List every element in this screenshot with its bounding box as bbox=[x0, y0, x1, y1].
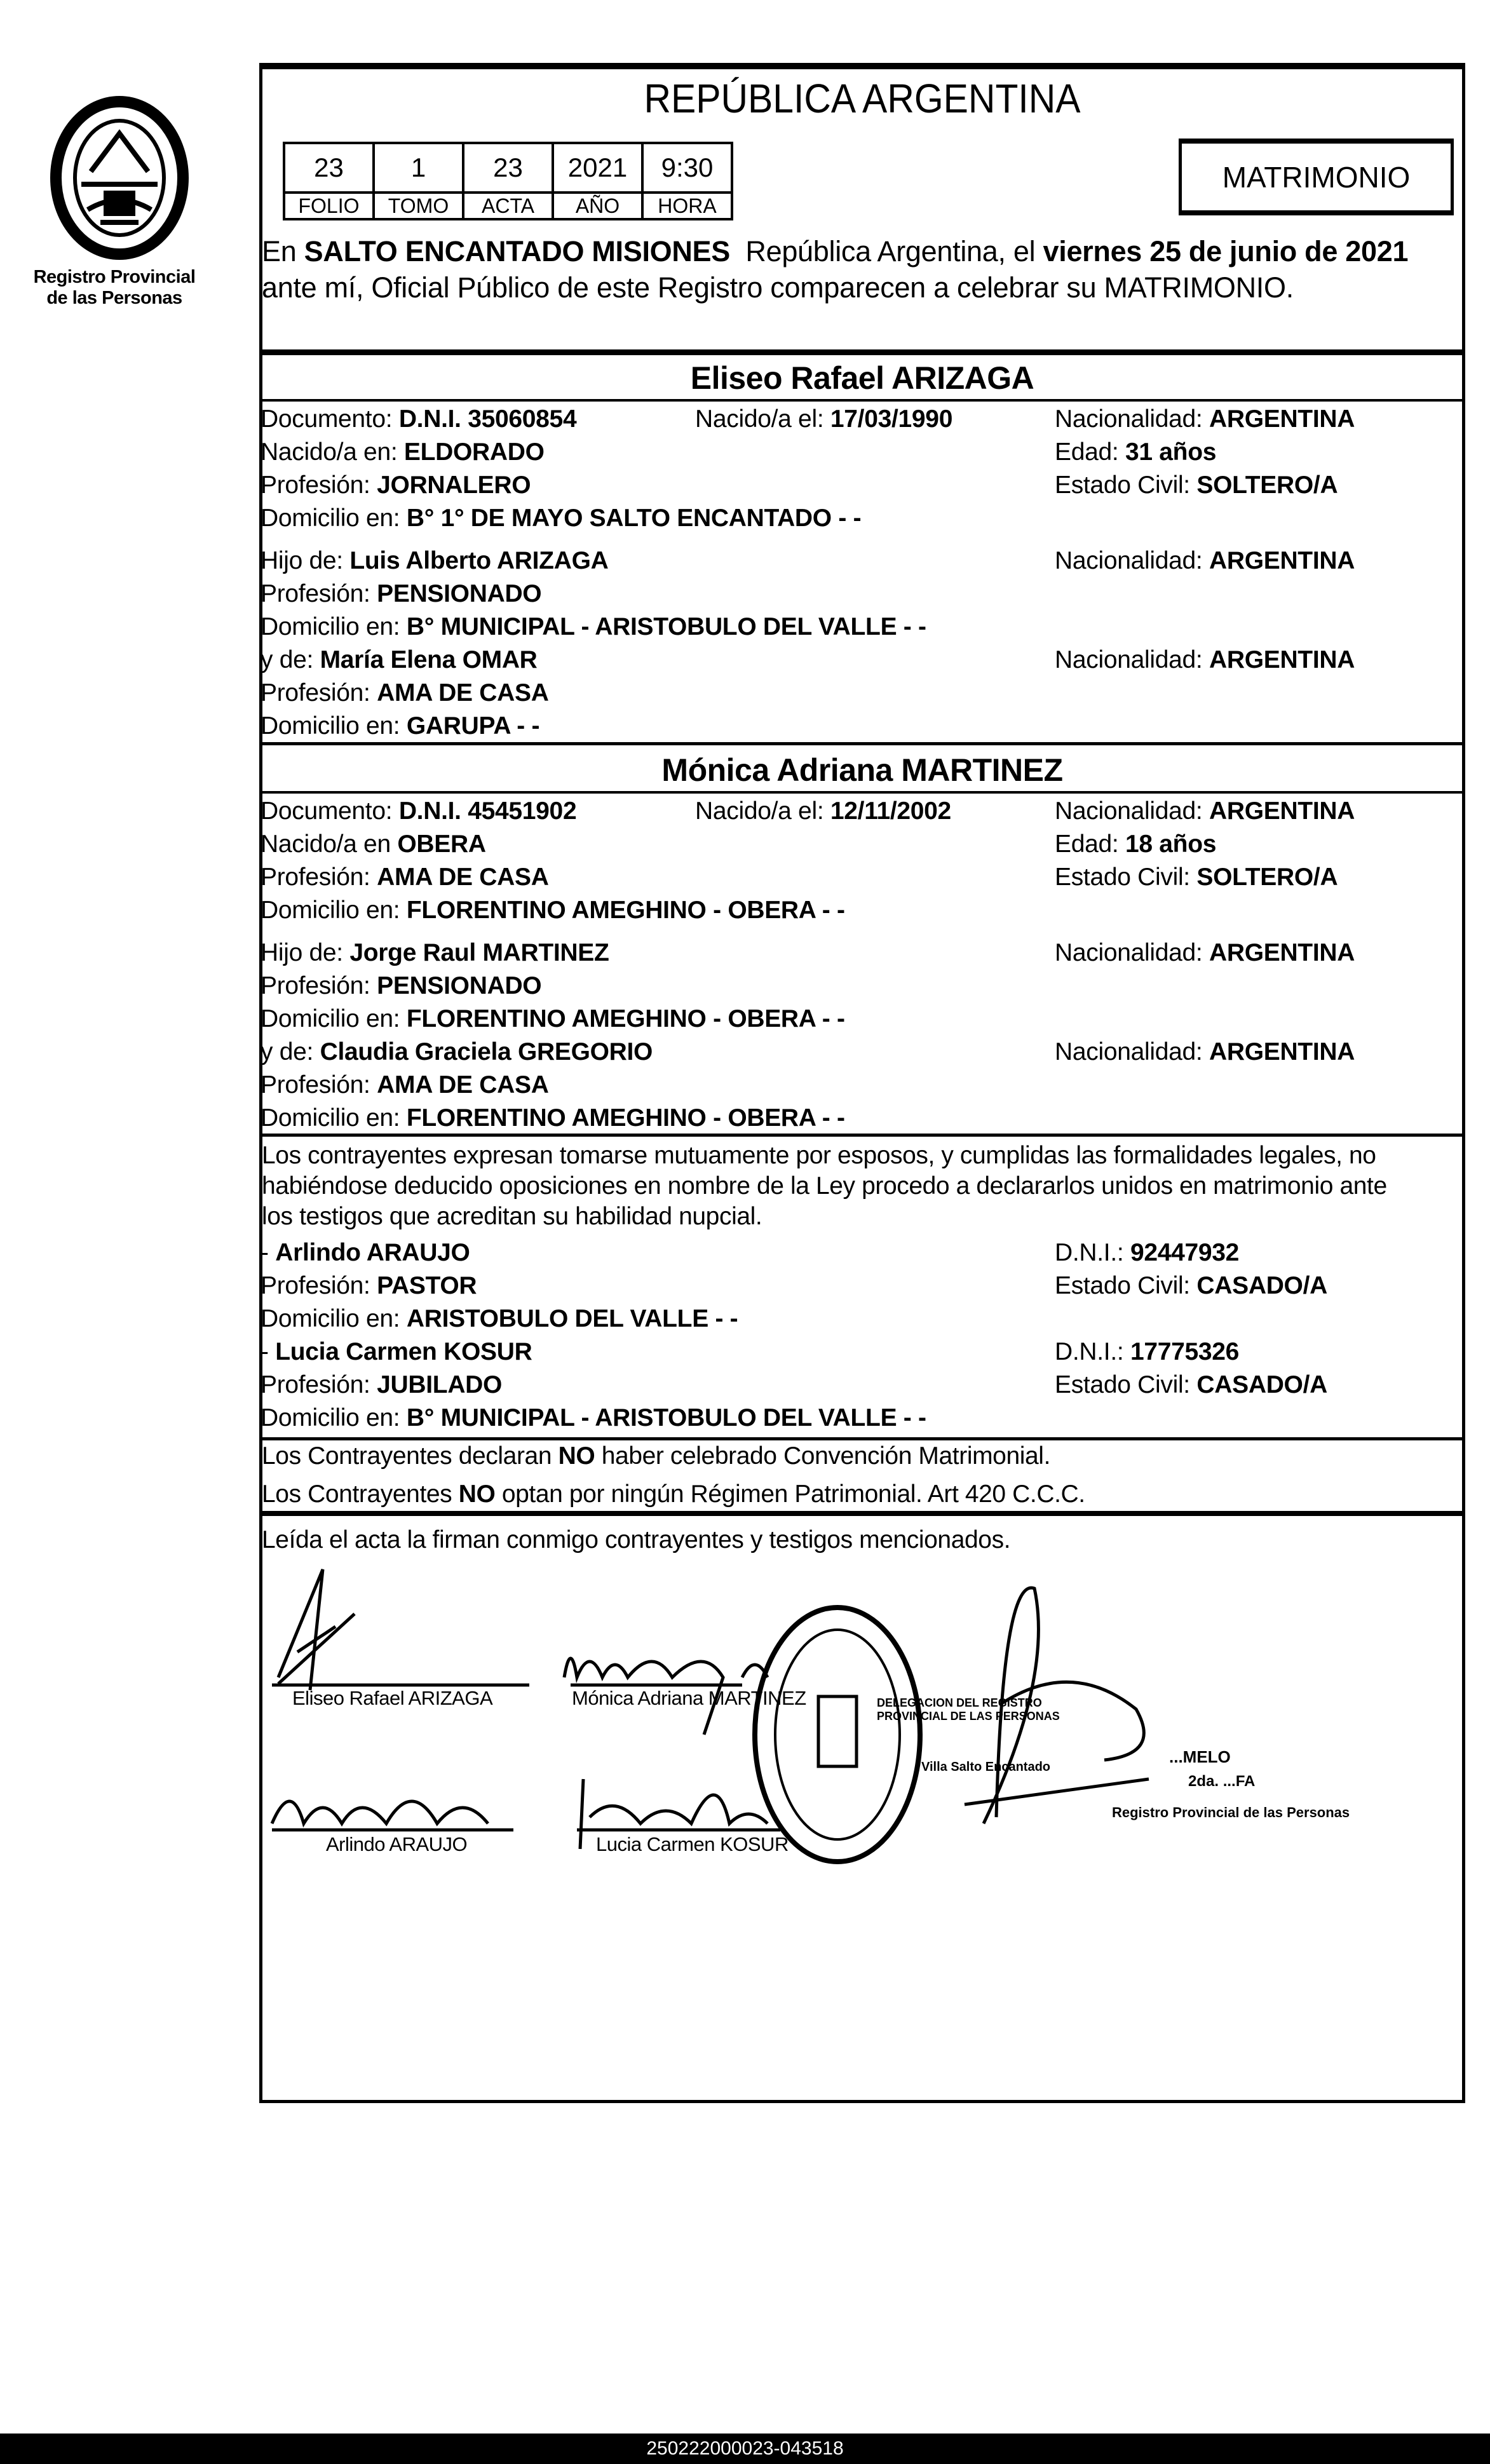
detail-field bbox=[261, 1239, 470, 1267]
year-label: AÑO bbox=[553, 193, 642, 219]
detail-row bbox=[261, 712, 1461, 745]
detail-field bbox=[1055, 1272, 1327, 1300]
field-label: y de: bbox=[261, 646, 320, 674]
detail-field bbox=[1055, 939, 1355, 967]
field-value: FLORENTINO AMEGHINO - OBERA - - bbox=[406, 1005, 845, 1032]
field-value: 12/11/2002 bbox=[830, 797, 951, 825]
detail-field bbox=[261, 1038, 653, 1066]
detail-field bbox=[1055, 1338, 1239, 1366]
detail-row bbox=[261, 1005, 1461, 1038]
field-label: Nacionalidad: bbox=[1055, 939, 1209, 966]
detail-row bbox=[261, 1404, 1461, 1437]
field-value: 31 años bbox=[1125, 438, 1217, 466]
field-label: Nacido/a el: bbox=[695, 797, 830, 825]
detail-row bbox=[261, 1071, 1461, 1104]
detail-field bbox=[261, 972, 541, 1000]
detail-field bbox=[1055, 438, 1216, 466]
field-label: Hijo de: bbox=[261, 547, 350, 574]
field-label: Nacionalidad: bbox=[1055, 646, 1209, 674]
detail-field bbox=[261, 712, 539, 740]
divider bbox=[259, 1437, 1465, 1440]
detail-field bbox=[261, 580, 541, 608]
detail-row bbox=[261, 797, 1461, 830]
field-value: Arlindo ARAUJO bbox=[275, 1239, 470, 1266]
field-value: ARGENTINA bbox=[1209, 1038, 1355, 1066]
divider bbox=[259, 791, 1465, 794]
field-value: CASADO/A bbox=[1196, 1272, 1327, 1299]
field-value: Lucia Carmen KOSUR bbox=[275, 1338, 532, 1365]
field-value: D.N.I. 45451902 bbox=[398, 797, 577, 825]
detail-row bbox=[261, 1239, 1461, 1272]
field-label: - bbox=[261, 1239, 276, 1266]
detail-row bbox=[261, 613, 1461, 646]
stamp-seal bbox=[755, 1608, 920, 1862]
field-value: ARISTOBULO DEL VALLE - - bbox=[406, 1305, 738, 1332]
field-label: D.N.I.: bbox=[1055, 1239, 1130, 1266]
hour-label: HORA bbox=[642, 193, 732, 219]
closing-statement: Leída el acta la firman conmigo contrayentes y testigos mencionados. bbox=[262, 1526, 1011, 1554]
field-value: FLORENTINO AMEGHINO - OBERA - - bbox=[406, 1104, 845, 1132]
field-value: ARGENTINA bbox=[1209, 405, 1355, 433]
field-label: Documento: bbox=[261, 405, 399, 433]
field-label: Estado Civil: bbox=[1055, 863, 1197, 891]
folio-value: 23 bbox=[284, 143, 374, 193]
field-value: B° MUNICIPAL - ARISTOBULO DEL VALLE - - bbox=[406, 613, 926, 640]
declaration-line: los testigos que acreditan su habilidad nupcial. bbox=[262, 1203, 762, 1230]
field-value: PASTOR bbox=[377, 1272, 477, 1299]
detail-row bbox=[261, 863, 1461, 897]
signature-label: Mónica Adriana MARTINEZ bbox=[572, 1687, 806, 1709]
field-label: Estado Civil: bbox=[1055, 471, 1197, 499]
field-value: B° MUNICIPAL - ARISTOBULO DEL VALLE - - bbox=[406, 1404, 926, 1432]
field-value: María Elena OMAR bbox=[320, 646, 538, 674]
field-label: Nacido/a el: bbox=[695, 405, 830, 433]
field-value: Luis Alberto ARIZAGA bbox=[349, 547, 609, 574]
detail-row bbox=[261, 438, 1461, 471]
detail-field bbox=[261, 471, 531, 499]
field-value: ARGENTINA bbox=[1209, 797, 1355, 825]
field-value: JUBILADO bbox=[377, 1371, 503, 1398]
detail-row bbox=[261, 504, 1461, 538]
detail-row bbox=[261, 1338, 1461, 1371]
detail-field bbox=[1055, 863, 1338, 891]
detail-field bbox=[261, 897, 845, 924]
field-value: PENSIONADO bbox=[377, 580, 542, 607]
field-label: Hijo de: bbox=[261, 939, 350, 966]
field-label: y de: bbox=[261, 1038, 320, 1066]
field-label: Nacido/a en bbox=[261, 830, 398, 858]
field-label: Nacionalidad: bbox=[1055, 547, 1209, 574]
field-value: ARGENTINA bbox=[1209, 547, 1355, 574]
detail-field bbox=[1055, 646, 1355, 674]
detail-field bbox=[261, 863, 549, 891]
field-label: Profesión: bbox=[261, 1071, 377, 1099]
spouse2-name: Mónica Adriana MARTINEZ bbox=[661, 752, 1063, 788]
divider bbox=[259, 742, 1465, 745]
year-value: 2021 bbox=[553, 143, 642, 193]
detail-field bbox=[695, 405, 952, 433]
record-reference-table bbox=[283, 142, 733, 220]
field-label: Nacionalidad: bbox=[1055, 405, 1209, 433]
field-label: Profesión: bbox=[261, 972, 377, 999]
misiones-seal-logo bbox=[43, 95, 196, 262]
field-label: Profesión: bbox=[261, 1371, 377, 1398]
field-value: FLORENTINO AMEGHINO - OBERA - - bbox=[406, 897, 845, 924]
detail-field bbox=[261, 1305, 738, 1333]
detail-row bbox=[261, 897, 1461, 930]
field-label: Profesión: bbox=[261, 580, 377, 607]
field-label: Profesión: bbox=[261, 863, 377, 891]
detail-field bbox=[261, 797, 576, 825]
field-value: AMA DE CASA bbox=[377, 679, 549, 707]
divider bbox=[259, 1134, 1465, 1137]
signature-label: Arlindo ARAUJO bbox=[326, 1833, 468, 1855]
field-value: 18 años bbox=[1125, 830, 1217, 858]
field-value: CASADO/A bbox=[1196, 1371, 1327, 1398]
detail-row bbox=[261, 1104, 1461, 1137]
declaration-line: habiéndose deducido oposiciones en nombre de la Ley procedo a declararlos unidos en matrimonio ante bbox=[262, 1172, 1387, 1200]
detail-row bbox=[261, 405, 1461, 438]
field-value: 17775326 bbox=[1130, 1338, 1240, 1365]
field-value: Jorge Raul MARTINEZ bbox=[349, 939, 609, 966]
field-value: SOLTERO/A bbox=[1196, 863, 1338, 891]
field-label: Domicilio en: bbox=[261, 613, 407, 640]
detail-field bbox=[261, 504, 861, 532]
detail-field bbox=[261, 405, 576, 433]
signature-arlindo bbox=[272, 1801, 488, 1824]
detail-field bbox=[695, 797, 951, 825]
field-value: SOLTERO/A bbox=[1196, 471, 1338, 499]
detail-field bbox=[1055, 471, 1338, 499]
field-label: Estado Civil: bbox=[1055, 1272, 1197, 1299]
detail-field bbox=[261, 1071, 549, 1099]
field-label: Profesión: bbox=[261, 679, 377, 707]
field-label: Domicilio en: bbox=[261, 1104, 407, 1132]
detail-field bbox=[261, 1104, 845, 1132]
field-label: Nacionalidad: bbox=[1055, 1038, 1209, 1066]
signature-label: Eliseo Rafael ARIZAGA bbox=[292, 1687, 493, 1709]
field-value: AMA DE CASA bbox=[377, 863, 549, 891]
intro-line-1: En SALTO ENCANTADO MISIONES República Argentina, el viernes 25 de junio de 2021 bbox=[262, 235, 1409, 267]
detail-field bbox=[261, 1371, 502, 1399]
divider bbox=[259, 399, 1465, 402]
detail-field bbox=[1055, 1038, 1355, 1066]
field-value: D.N.I. 35060854 bbox=[398, 405, 577, 433]
field-label: D.N.I.: bbox=[1055, 1338, 1130, 1365]
detail-field bbox=[261, 1272, 477, 1300]
detail-row bbox=[261, 1371, 1461, 1404]
signature-label: Lucia Carmen KOSUR bbox=[596, 1833, 789, 1855]
detail-field bbox=[261, 646, 538, 674]
detail-field bbox=[261, 613, 926, 641]
detail-field bbox=[1055, 547, 1355, 575]
document-type-box: MATRIMONIO bbox=[1179, 139, 1454, 215]
spouse1-name: Eliseo Rafael ARIZAGA bbox=[690, 360, 1034, 396]
document-id-footer: 250222000023-043518 bbox=[0, 2434, 1490, 2464]
acta-value: 23 bbox=[463, 143, 553, 193]
detail-row bbox=[261, 1272, 1461, 1305]
detail-field bbox=[261, 1338, 532, 1366]
detail-row bbox=[261, 679, 1461, 712]
field-label: Domicilio en: bbox=[261, 897, 407, 924]
hour-value: 9:30 bbox=[642, 143, 732, 193]
field-value: GARUPA - - bbox=[406, 712, 540, 740]
detail-field bbox=[261, 679, 549, 707]
field-value: PENSIONADO bbox=[377, 972, 542, 999]
declaration-line: Los contrayentes expresan tomarse mutuamente por esposos, y cumplidas las formalidades legales, no bbox=[262, 1142, 1376, 1169]
field-label: Estado Civil: bbox=[1055, 1371, 1197, 1398]
field-label: Profesión: bbox=[261, 471, 377, 499]
field-label: Domicilio en: bbox=[261, 504, 407, 532]
detail-field bbox=[261, 939, 609, 967]
intro-line-2: ante mí, Oficial Público de este Registro comparecen a celebrar su MATRIMONIO. bbox=[262, 271, 1294, 304]
registry-caption: Registro Provincial de las Personas bbox=[33, 267, 196, 308]
detail-field bbox=[261, 547, 608, 575]
field-value: ELDORADO bbox=[403, 438, 545, 466]
signature-eliseo bbox=[278, 1569, 355, 1690]
detail-field bbox=[261, 1404, 926, 1432]
divider bbox=[259, 349, 1465, 355]
field-label: Nacido/a en: bbox=[261, 438, 404, 466]
detail-field bbox=[1055, 797, 1355, 825]
detail-field bbox=[261, 830, 486, 858]
detail-row bbox=[261, 1038, 1461, 1071]
field-value: OBERA bbox=[397, 830, 486, 858]
field-label: Edad: bbox=[1055, 438, 1125, 466]
field-label: - bbox=[261, 1338, 276, 1365]
detail-field bbox=[1055, 405, 1355, 433]
field-value: Claudia Graciela GREGORIO bbox=[320, 1038, 653, 1066]
folio-label: FOLIO bbox=[284, 193, 374, 219]
divider bbox=[259, 1511, 1465, 1516]
field-label: Profesión: bbox=[261, 1272, 377, 1299]
detail-row bbox=[261, 830, 1461, 863]
regime-line: Los Contrayentes NO optan por ningún Régimen Patrimonial. Art 420 C.C.C. bbox=[262, 1480, 1085, 1508]
detail-field bbox=[261, 1005, 845, 1033]
detail-row bbox=[261, 1305, 1461, 1338]
field-value: ARGENTINA bbox=[1209, 939, 1355, 966]
field-label: Domicilio en: bbox=[261, 1305, 407, 1332]
field-label: Nacionalidad: bbox=[1055, 797, 1209, 825]
convention-line: Los Contrayentes declaran NO haber celebrado Convención Matrimonial. bbox=[262, 1442, 1051, 1470]
document-title: REPÚBLICA ARGENTINA bbox=[644, 76, 1081, 121]
detail-row bbox=[261, 580, 1461, 613]
detail-row bbox=[261, 547, 1461, 580]
detail-field bbox=[1055, 1239, 1239, 1267]
field-value: AMA DE CASA bbox=[377, 1071, 549, 1099]
field-value: B° 1° DE MAYO SALTO ENCANTADO - - bbox=[406, 504, 862, 532]
field-value: 92447932 bbox=[1130, 1239, 1240, 1266]
acta-label: ACTA bbox=[463, 193, 553, 219]
field-label: Domicilio en: bbox=[261, 712, 407, 740]
field-label: Domicilio en: bbox=[261, 1404, 407, 1432]
detail-row bbox=[261, 972, 1461, 1005]
field-label: Domicilio en: bbox=[261, 1005, 407, 1032]
field-value: JORNALERO bbox=[377, 471, 531, 499]
field-label: Edad: bbox=[1055, 830, 1125, 858]
detail-row bbox=[261, 471, 1461, 504]
detail-row bbox=[261, 939, 1461, 972]
detail-field bbox=[261, 438, 545, 466]
detail-row bbox=[261, 646, 1461, 679]
field-label: Documento: bbox=[261, 797, 399, 825]
field-value: ARGENTINA bbox=[1209, 646, 1355, 674]
tomo-value: 1 bbox=[374, 143, 463, 193]
detail-field bbox=[1055, 1371, 1327, 1399]
field-value: 17/03/1990 bbox=[830, 405, 953, 433]
detail-field bbox=[1055, 830, 1216, 858]
tomo-label: TOMO bbox=[374, 193, 463, 219]
